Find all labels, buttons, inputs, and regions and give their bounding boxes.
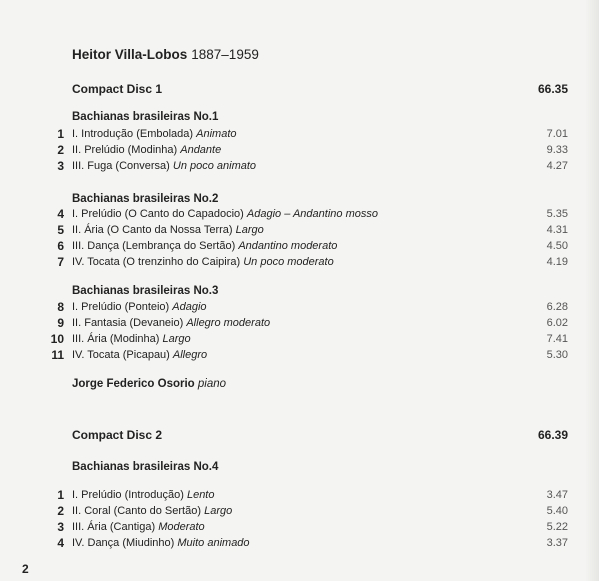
track-duration: 3.37 xyxy=(546,537,568,549)
track-row xyxy=(0,238,599,254)
track-duration: 4.19 xyxy=(546,256,568,268)
track-title: I. Introdução (Embolada) Animato xyxy=(72,128,237,140)
track-tempo: Andantino moderato xyxy=(238,240,338,252)
composer-dates: 1887–1959 xyxy=(191,47,259,62)
track-number: 4 xyxy=(57,536,64,550)
track-duration: 6.02 xyxy=(546,317,568,329)
track-row xyxy=(0,158,599,174)
composer-name: Heitor Villa-Lobos xyxy=(72,47,188,62)
disc-1-heading: Compact Disc 1 xyxy=(72,82,163,96)
track-row xyxy=(0,347,599,363)
track-tempo: Largo xyxy=(235,224,264,236)
track-tempo: Andante xyxy=(180,144,222,156)
track-number: 7 xyxy=(57,255,64,269)
track-duration: 7.41 xyxy=(546,333,568,345)
track-number: 1 xyxy=(57,127,64,141)
track-row xyxy=(0,206,599,222)
track-duration: 3.47 xyxy=(546,489,568,501)
track-row xyxy=(0,299,599,315)
work-title: Bachianas brasileiras No.4 xyxy=(72,461,219,473)
track-title: III. Dança (Lembrança do Sertão) Andantino moderato xyxy=(72,240,338,252)
track-row xyxy=(0,315,599,331)
track-title: III. Ária (Cantiga) Moderato xyxy=(72,521,205,533)
track-row xyxy=(0,519,599,535)
track-tempo: Moderato xyxy=(158,521,205,533)
track-title: I. Prelúdio (Introdução) Lento xyxy=(72,489,215,501)
track-number: 10 xyxy=(50,332,64,346)
track-tempo: Adagio – Andantino mosso xyxy=(246,208,378,220)
track-tempo: Animato xyxy=(196,128,237,140)
track-title: IV. Tocata (Picapau) Allegro xyxy=(72,349,208,361)
track-number: 9 xyxy=(57,316,64,330)
track-tempo: Lento xyxy=(186,489,215,501)
track-duration: 5.35 xyxy=(546,208,568,220)
track-tempo: Un poco moderato xyxy=(243,256,334,268)
track-tempo: Allegro moderato xyxy=(186,317,271,329)
track-row xyxy=(0,503,599,519)
disc-2-heading: Compact Disc 2 xyxy=(72,428,163,442)
track-duration: 6.28 xyxy=(546,301,568,313)
performer-instrument: piano xyxy=(197,378,227,390)
track-duration: 4.31 xyxy=(546,224,568,236)
track-duration: 4.27 xyxy=(546,160,568,172)
work-title: Bachianas brasileiras No.2 xyxy=(72,193,219,205)
track-row xyxy=(0,331,599,347)
track-duration: 5.40 xyxy=(546,505,568,517)
track-tempo: Adagio xyxy=(172,301,207,313)
disc-2-total: 66.39 xyxy=(537,428,568,442)
performer-name: Jorge Federico Osorio xyxy=(72,378,195,390)
performer-credit xyxy=(72,378,226,390)
track-row xyxy=(0,487,599,503)
track-row xyxy=(0,535,599,551)
work-title: Bachianas brasileiras No.1 xyxy=(72,111,219,123)
track-title: IV. Tocata (O trenzinho do Caipira) Un poco moderato xyxy=(72,256,334,268)
track-title: III. Ária (Modinha) Largo xyxy=(72,333,191,345)
track-row xyxy=(0,142,599,158)
track-title: III. Fuga (Conversa) Un poco animato xyxy=(72,160,257,172)
track-number: 8 xyxy=(57,300,64,314)
track-title: II. Coral (Canto do Sertão) Largo xyxy=(72,505,233,517)
track-number: 4 xyxy=(57,207,64,221)
composer-heading xyxy=(72,47,259,62)
track-number: 2 xyxy=(57,504,64,518)
page-number: 2 xyxy=(22,562,29,576)
track-number: 3 xyxy=(57,159,64,173)
track-duration: 5.30 xyxy=(546,349,568,361)
page-edge-shadow xyxy=(585,0,599,581)
track-number: 2 xyxy=(57,143,64,157)
track-title: I. Prelúdio (O Canto do Capadocio) Adagio – Andantino mosso xyxy=(72,208,378,220)
track-number: 1 xyxy=(57,488,64,502)
track-duration: 5.22 xyxy=(546,521,568,533)
track-tempo: Muito animado xyxy=(177,537,250,549)
track-number: 11 xyxy=(51,348,64,362)
track-title: II. Ária (O Canto da Nossa Terra) Largo xyxy=(72,224,264,236)
track-title: I. Prelúdio (Ponteio) Adagio xyxy=(72,301,207,313)
track-duration: 9.33 xyxy=(546,144,568,156)
track-number: 3 xyxy=(57,520,64,534)
track-tempo: Largo xyxy=(204,505,233,517)
track-row xyxy=(0,126,599,142)
disc-1-total: 66.35 xyxy=(537,82,568,96)
track-row xyxy=(0,222,599,238)
track-title: IV. Dança (Miudinho) Muito animado xyxy=(72,537,250,549)
track-title: II. Fantasia (Devaneio) Allegro moderato xyxy=(72,317,271,329)
track-tempo: Largo xyxy=(162,333,191,345)
track-row xyxy=(0,254,599,270)
track-title: II. Prelúdio (Modinha) Andante xyxy=(72,144,222,156)
track-duration: 7.01 xyxy=(546,128,568,140)
work-title: Bachianas brasileiras No.3 xyxy=(72,285,219,297)
track-tempo: Allegro xyxy=(172,349,208,361)
track-duration: 4.50 xyxy=(546,240,568,252)
track-tempo: Un poco animato xyxy=(172,160,257,172)
track-number: 6 xyxy=(57,239,64,253)
track-number: 5 xyxy=(57,223,64,237)
